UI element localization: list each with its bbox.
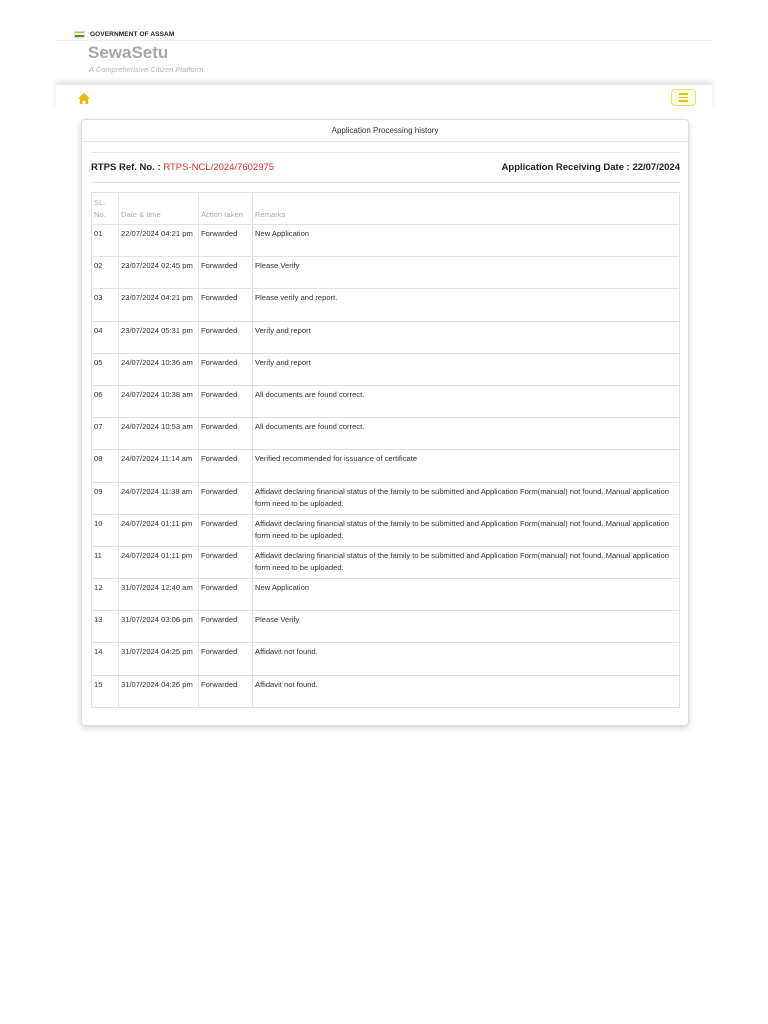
cell-remarks: Affidavit declaring financial status of the family to be submitted and Application Form(manual) not found. Manual application form need to be uploaded. [253, 482, 680, 514]
table-row [92, 579, 680, 611]
table-row [92, 514, 680, 546]
receiving-date: Application Receiving Date : 22/07/2024 [501, 162, 680, 173]
cell-remarks: Affidavit declaring financial status of the family to be submitted and Application Form(manual) not found. Manual application form need to be uploaded. [253, 514, 680, 546]
cell-action: Forwarded [199, 546, 253, 578]
cell-datetime: 24/07/2024 01:11 pm [119, 514, 199, 546]
card-title: Application Processing history [82, 120, 688, 142]
cell-sl: 04 [92, 321, 119, 353]
cell-remarks: All documents are found correct. [253, 385, 680, 417]
cell-remarks: Please verify and report. [253, 289, 680, 321]
cell-action: Forwarded [199, 257, 253, 289]
cell-sl: 08 [92, 450, 119, 482]
cell-remarks: Please Verify [253, 611, 680, 643]
cell-sl: 11 [92, 546, 119, 578]
cell-datetime: 31/07/2024 04:26 pm [119, 675, 199, 707]
table-row [92, 482, 680, 514]
cell-datetime: 24/07/2024 11:14 am [119, 450, 199, 482]
navbar [56, 84, 712, 109]
processing-history-card [81, 119, 689, 726]
table-row [92, 321, 680, 353]
cell-action: Forwarded [199, 579, 253, 611]
brand-tagline: A Comprehensive Citizen Platform [89, 65, 204, 74]
cell-datetime: 24/07/2024 10:36 am [119, 353, 199, 385]
table-row [92, 546, 680, 578]
cell-action: Forwarded [199, 225, 253, 257]
government-bar [74, 29, 174, 39]
government-label: GOVERNMENT OF ASSAM [90, 30, 175, 38]
cell-sl: 02 [92, 257, 119, 289]
cell-sl: 14 [92, 643, 119, 675]
cell-action: Forwarded [199, 321, 253, 353]
rtps-reference [91, 162, 274, 173]
cell-action: Forwarded [199, 418, 253, 450]
home-icon[interactable] [77, 92, 91, 105]
hamburger-menu-icon[interactable] [671, 89, 696, 106]
cell-sl: 03 [92, 289, 119, 321]
table-row [92, 675, 680, 707]
cell-sl: 01 [92, 225, 119, 257]
cell-action: Forwarded [199, 611, 253, 643]
col-header-datetime: Date & time [119, 193, 199, 225]
cell-datetime: 24/07/2024 01:11 pm [119, 546, 199, 578]
table-header-row [92, 193, 680, 225]
cell-sl: 06 [92, 385, 119, 417]
cell-sl: 07 [92, 418, 119, 450]
cell-sl: 05 [92, 353, 119, 385]
cell-sl: 13 [92, 611, 119, 643]
site-header [56, 40, 712, 84]
cell-datetime: 24/07/2024 10:38 am [119, 385, 199, 417]
cell-remarks: Verified recommended for issuance of certificate [253, 450, 680, 482]
history-table [91, 192, 680, 708]
table-row [92, 257, 680, 289]
table-body [92, 225, 680, 708]
cell-remarks: Affidavit not found. [253, 643, 680, 675]
cell-remarks: Affidavit declaring financial status of the family to be submitted and Application Form(manual) not found. Manual application form need to be uploaded. [253, 546, 680, 578]
cell-datetime: 24/07/2024 11:38 am [119, 482, 199, 514]
cell-sl: 12 [92, 579, 119, 611]
cell-action: Forwarded [199, 450, 253, 482]
cell-remarks: Affidavit not found. [253, 675, 680, 707]
cell-remarks: New Application [253, 225, 680, 257]
cell-sl: 10 [92, 514, 119, 546]
cell-datetime: 24/07/2024 10:53 am [119, 418, 199, 450]
table-row [92, 611, 680, 643]
brand-logo-text[interactable]: SewaSetu [88, 43, 169, 62]
cell-sl: 15 [92, 675, 119, 707]
cell-action: Forwarded [199, 482, 253, 514]
cell-datetime: 31/07/2024 12:40 am [119, 579, 199, 611]
cell-action: Forwarded [199, 675, 253, 707]
table-row [92, 643, 680, 675]
ref-number: RTPS-NCL/2024/7602975 [163, 162, 275, 173]
cell-action: Forwarded [199, 353, 253, 385]
reference-row [91, 152, 680, 183]
table-row [92, 418, 680, 450]
cell-remarks: Please Verify [253, 257, 680, 289]
col-header-remarks: Remarks [253, 193, 680, 225]
cell-remarks: Verify and report [253, 353, 680, 385]
cell-datetime: 23/07/2024 04:21 pm [119, 289, 199, 321]
cell-datetime: 31/07/2024 04:25 pm [119, 643, 199, 675]
india-flag-icon [74, 31, 85, 38]
cell-remarks: New Application [253, 579, 680, 611]
cell-action: Forwarded [199, 643, 253, 675]
cell-remarks: Verify and report [253, 321, 680, 353]
cell-action: Forwarded [199, 514, 253, 546]
table-row [92, 385, 680, 417]
cell-datetime: 23/07/2024 02:45 pm [119, 257, 199, 289]
cell-datetime: 22/07/2024 04:21 pm [119, 225, 199, 257]
col-header-sl: SL. No. [92, 193, 119, 225]
cell-sl: 09 [92, 482, 119, 514]
cell-action: Forwarded [199, 289, 253, 321]
table-row [92, 289, 680, 321]
table-row [92, 353, 680, 385]
col-header-action: Action taken [199, 193, 253, 225]
cell-datetime: 23/07/2024 05:31 pm [119, 321, 199, 353]
table-row [92, 450, 680, 482]
cell-datetime: 31/07/2024 03:06 pm [119, 611, 199, 643]
cell-remarks: All documents are found correct. [253, 418, 680, 450]
ref-label: RTPS Ref. No. : [91, 162, 164, 173]
cell-action: Forwarded [199, 385, 253, 417]
table-row [92, 225, 680, 257]
